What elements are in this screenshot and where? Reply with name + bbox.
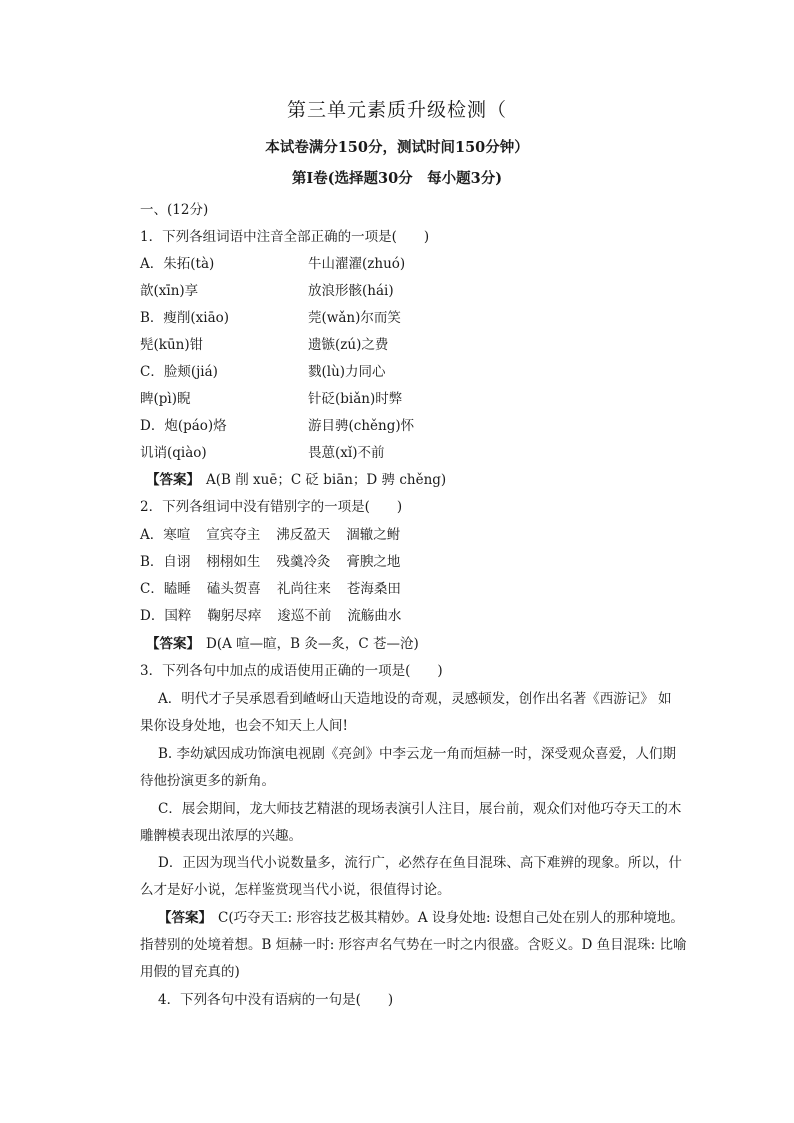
part-label: 一、(12分) xyxy=(140,202,209,218)
q2-d-word-3: 逡巡不前 xyxy=(277,608,332,624)
q2-option-b xyxy=(140,552,400,572)
q1-option-d2-left: 讥诮(qiào) xyxy=(140,445,207,461)
q1-option-d-right: 游目骋(chěng)怀 xyxy=(308,418,415,434)
q1-option-d-left: D．炮(páo)烙 xyxy=(140,418,227,434)
section-heading: 第Ⅰ卷(选择题30分 每小题3分) xyxy=(291,170,503,187)
q3-option-c-line1: C．展会期间，龙大师技艺精湛的现场表演引人注目，展台前，观众们对他巧夺天工的木 xyxy=(158,801,682,817)
q2-b-word-3: 残羹冷灸 xyxy=(276,554,331,570)
q1-option-c-left: C．脸颊(jiá) xyxy=(140,364,218,380)
q3-option-a-line1: A．明代才子吴承恩看到嵖岈山天造地设的奇观，灵感顿发，创作出名著《西游记》 如 xyxy=(158,691,672,707)
q2-answer xyxy=(146,634,419,654)
q2-answer-text: D(A 喧—暄，B 灸—炙，C 苍—沧) xyxy=(206,636,419,652)
q2-option-a xyxy=(140,525,400,545)
q2-option-d xyxy=(140,606,401,626)
q1-option-a-right: 牛山濯濯(zhuó) xyxy=(308,256,406,272)
q1-option-a2-left: 歆(xīn)享 xyxy=(140,283,199,299)
q1-option-b2-right: 遗镞(zú)之费 xyxy=(308,337,389,353)
q1-option-d2-right: 畏葸(xǐ)不前 xyxy=(308,445,385,461)
q3-stem: 3．下列各句中加点的成语使用正确的一项是( ) xyxy=(140,663,443,679)
q2-a-word-2: 宣宾夺主 xyxy=(206,527,261,543)
q1-option-a-left: A．朱拓(tà) xyxy=(140,256,215,272)
answer-tag: 【答案】 xyxy=(146,472,200,488)
answer-tag: 【答案】 xyxy=(146,636,200,652)
q3-option-a-line2: 果你设身处地，也会不知天上人间! xyxy=(140,718,348,734)
q3-option-d-line2: 么才是好小说，怎样鉴赏现当代小说，很值得讨论。 xyxy=(140,882,451,898)
q2-a-word-3: 沸反盈天 xyxy=(276,527,331,543)
q2-b-word-4: 膏腴之地 xyxy=(346,554,401,570)
q3-answer-line1: C(巧夺天工: 形容技艺极其精妙。A 设身处地: 设想自己处在别人的那种境地。 xyxy=(218,910,684,926)
q2-a-word-4: 涸辙之鲋 xyxy=(346,527,401,543)
q1-option-b-right: 莞(wǎn)尔而笑 xyxy=(308,310,401,326)
q2-b-word-2: 栩栩如生 xyxy=(206,554,261,570)
q2-c-word-2: 磕头贺喜 xyxy=(206,581,261,597)
q1-option-c2-right: 针砭(biǎn)时弊 xyxy=(308,391,403,407)
q3-option-b-line2: 待他扮演更多的新角。 xyxy=(140,773,275,789)
q3-answer-line3: 用假的冒充真的) xyxy=(140,964,240,980)
q3-option-b-line1: B. 李幼斌因成功饰演电视剧《亮剑》中李云龙一角而烜赫一时，深受观众喜爱，人们期 xyxy=(158,746,677,762)
q4-stem: 4．下列各句中没有语病的一句是( ) xyxy=(158,992,394,1008)
q3-answer-line2: 指替别的处境着想。B 烜赫一时: 形容声名气势在一时之内很盛。含贬义。D 鱼目混珠: 比喻 xyxy=(140,937,687,953)
q2-option-c xyxy=(140,579,401,599)
q2-c-word-3: 礼尚往来 xyxy=(276,581,331,597)
q1-option-b2-left: 髡(kūn)钳 xyxy=(140,337,204,353)
q3-answer xyxy=(158,908,684,928)
q2-a-word-1: A．寒喧 xyxy=(140,527,191,543)
q1-answer xyxy=(146,470,446,490)
q1-option-b-left: B．瘦削(xiāo) xyxy=(140,310,230,326)
exam-info: 本试卷满分150分，测试时间150分钟） xyxy=(265,139,529,156)
q1-answer-text: A(B 削 xuē；C 砭 biān；D 骋 chěng) xyxy=(206,472,447,488)
q2-c-word-1: C．瞌睡 xyxy=(140,581,191,597)
q2-d-word-2: 鞠躬尽瘁 xyxy=(207,608,262,624)
q1-option-a2-right: 放浪形骸(hái) xyxy=(308,283,394,299)
q2-stem: 2．下列各组词中没有错别字的一项是( ) xyxy=(140,499,403,515)
q1-stem: 1．下列各组词语中注音全部正确的一项是( ) xyxy=(140,229,430,245)
q2-d-word-1: D．国粹 xyxy=(140,608,192,624)
answer-tag: 【答案】 xyxy=(158,910,212,926)
q3-option-d-line1: D．正因为现当代小说数量多，流行广，必然存在鱼目混珠、高下难辨的现象。所以，什 xyxy=(158,855,682,871)
q2-b-word-1: B．自诩 xyxy=(140,554,191,570)
q2-d-word-4: 流觞曲水 xyxy=(347,608,402,624)
q1-option-c-right: 戮(lù)力同心 xyxy=(308,364,386,380)
q3-option-c-line2: 雕髀模表现出浓厚的兴趣。 xyxy=(140,828,302,844)
q2-c-word-4: 苍海桑田 xyxy=(346,581,401,597)
q1-option-c2-left: 睥(pì)睨 xyxy=(140,391,191,407)
page-title: 第三单元素质升级检测（ xyxy=(286,99,507,121)
